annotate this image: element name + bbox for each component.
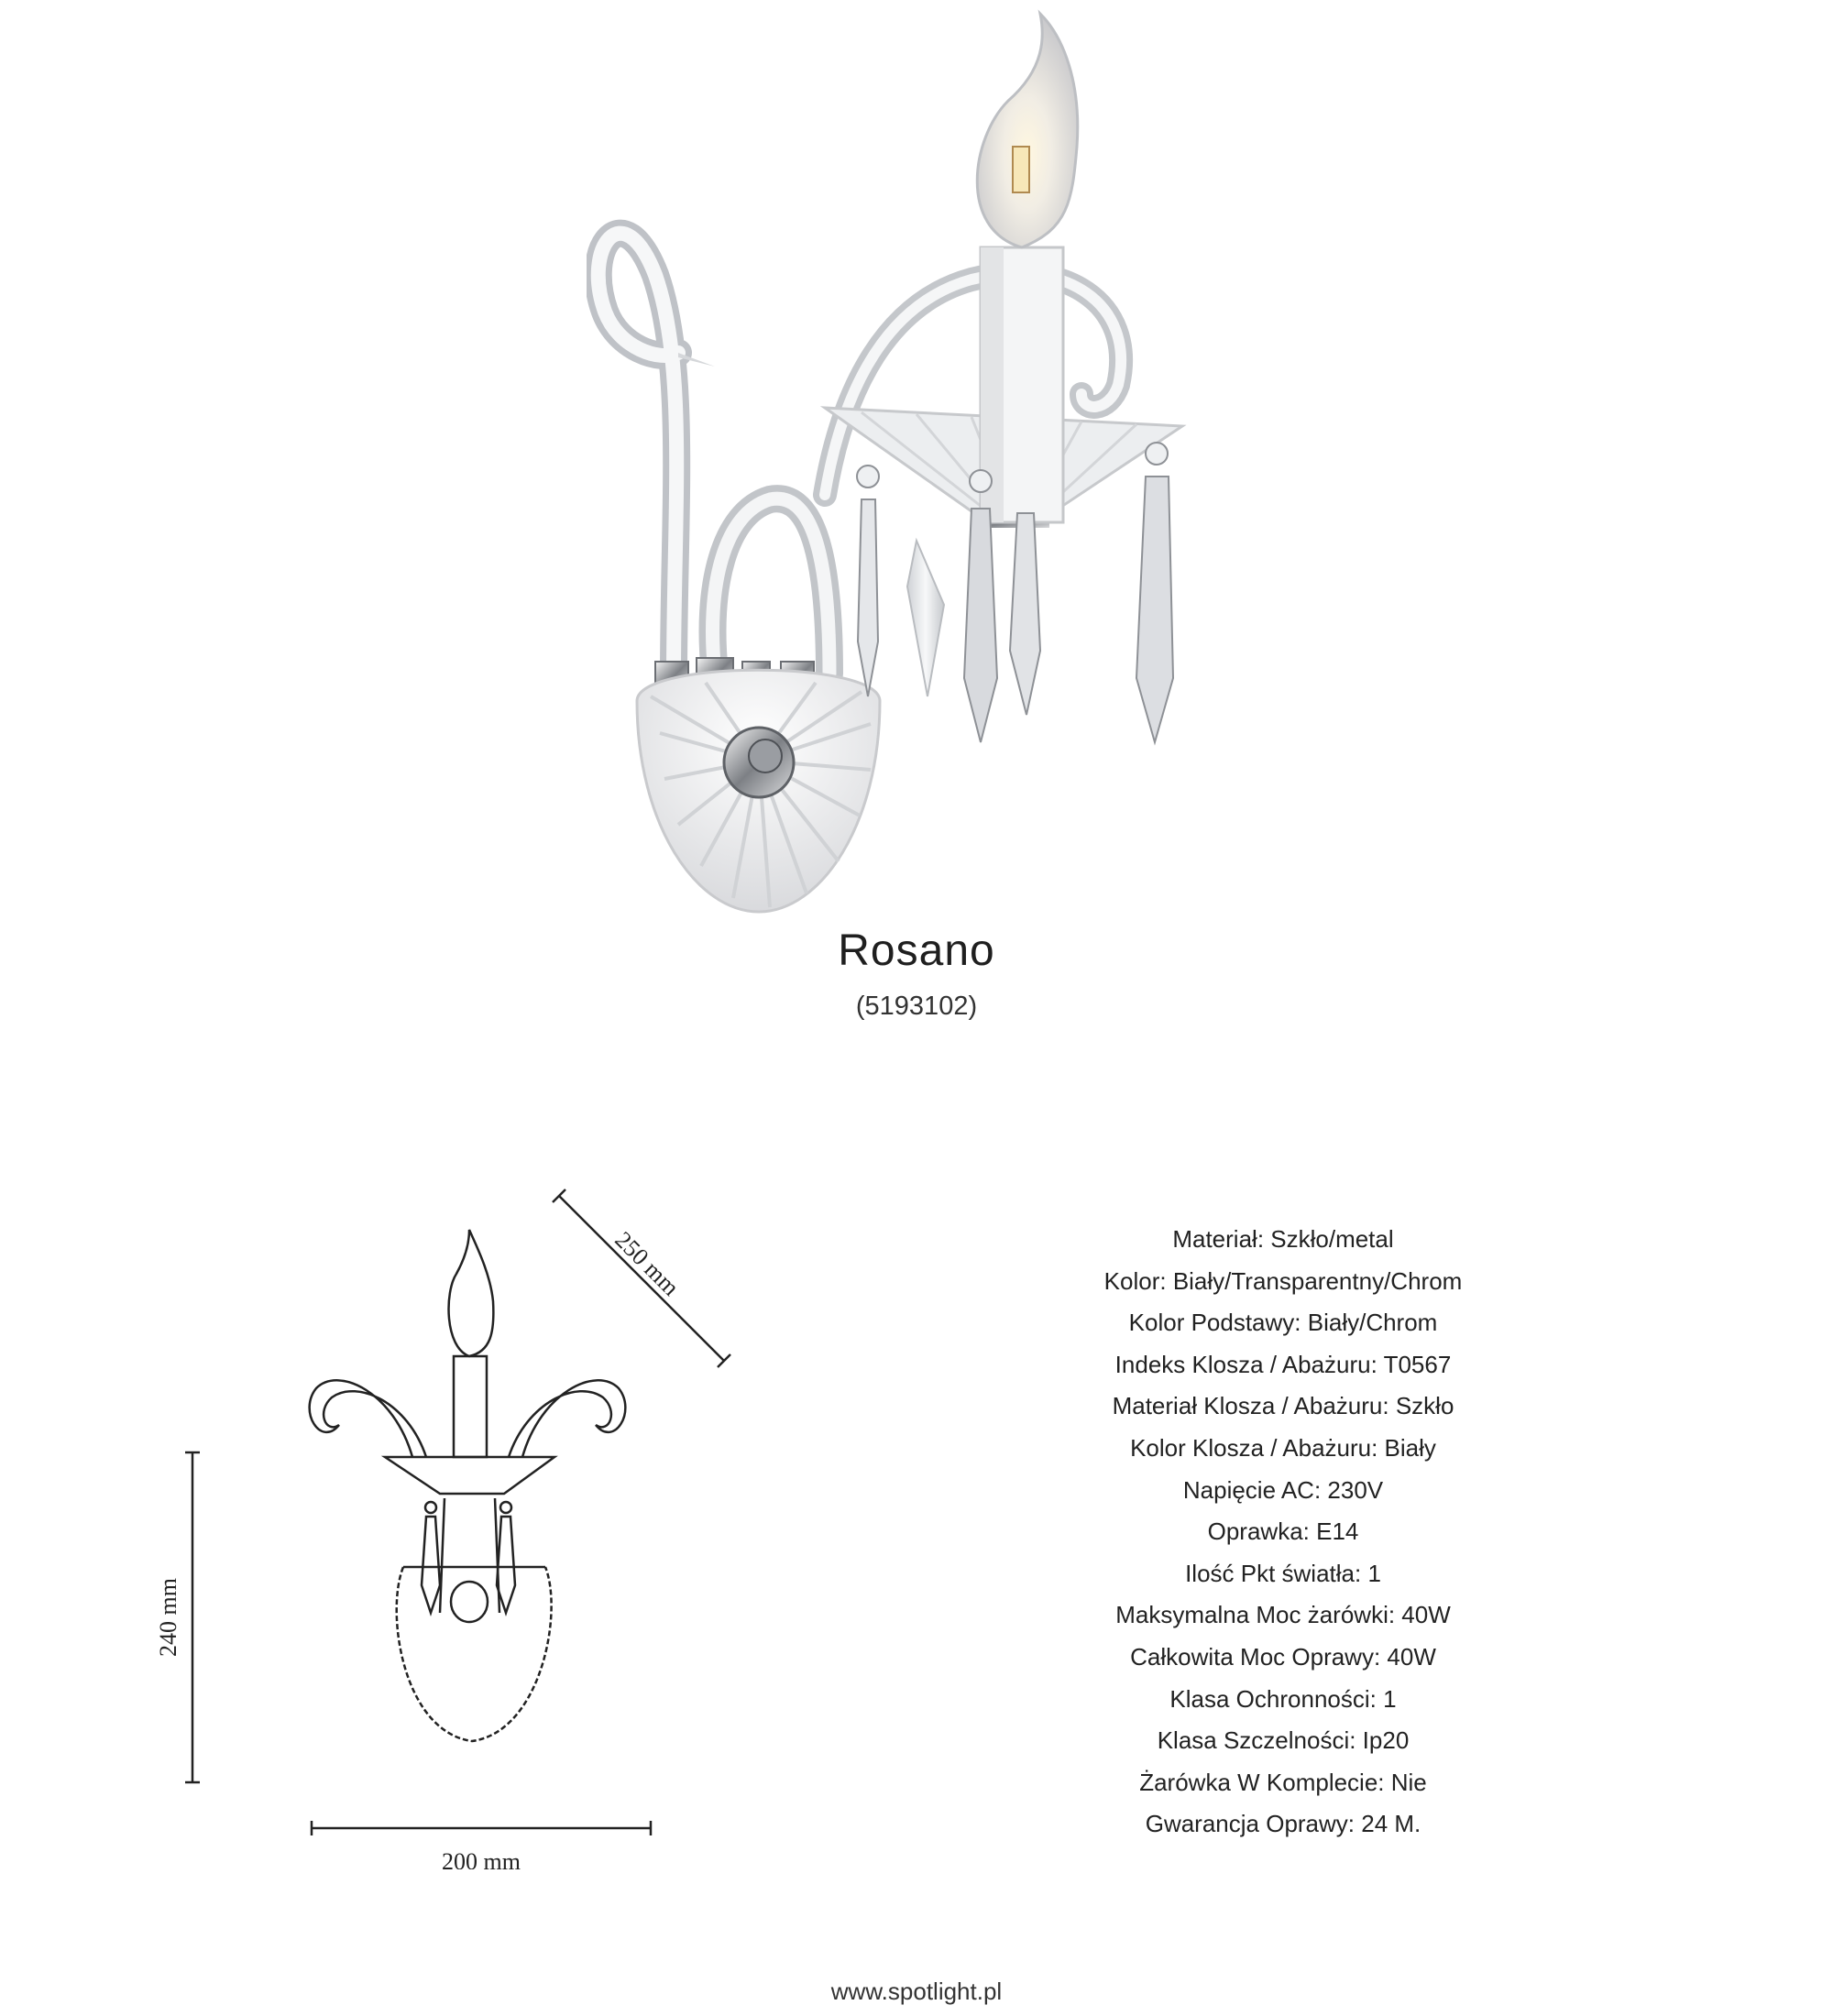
product-name: Rosano [838,926,995,975]
spec-shade-color: Kolor Klosza / Abażuru: Biały [1130,1433,1436,1462]
spec-bulb-included: Żarówka W Komplecie: Nie [1139,1768,1427,1796]
width-dimension-line [312,1821,651,1835]
width-label: 200 mm [442,1848,521,1869]
spec-total-power: Całkowita Moc Oprawy: 40W [1130,1642,1436,1671]
lamp-outline [310,1230,626,1741]
depth-label: 250 mm [609,1226,685,1301]
spec-shade-material: Materiał Klosza / Abażuru: Szkło [1112,1392,1454,1420]
spec-voltage: Napięcie AC: 230V [1182,1475,1384,1504]
spec-base-color: Kolor Podstawy: Biały/Chrom [1128,1309,1438,1337]
spec-material: Materiał: Szkło/metal [1172,1225,1394,1253]
height-label: 240 mm [155,1578,181,1657]
spec-warranty: Gwarancja Oprawy: 24 M. [1145,1810,1421,1838]
spec-socket: Oprawka: E14 [1207,1517,1359,1546]
left-glass-arm [598,234,715,676]
spec-list [1008,1219,1558,1846]
dimension-drawing [128,1173,752,1869]
product-photo [587,0,1246,926]
height-dimension-line [185,1452,200,1782]
spec-color: Kolor: Biały/Transparentny/Chrom [1103,1266,1463,1295]
spec-ip-rating: Klasa Szczelności: Ip20 [1157,1726,1410,1755]
spec-shade-index: Indeks Klosza / Abażuru: T0567 [1114,1350,1452,1378]
depth-dimension-line [553,1189,730,1367]
spec-max-bulb-power: Maksymalna Moc żarówki: 40W [1115,1601,1451,1629]
spec-protection-class: Klasa Ochronności: 1 [1169,1684,1397,1713]
product-code: (5193102) [855,992,978,1021]
footer-url[interactable]: www.spotlight.pl [830,1978,1003,2005]
shell-wall-plate [637,670,880,912]
candle-bulb [977,14,1078,522]
spec-light-points: Ilość Pkt światła: 1 [1185,1559,1381,1587]
middle-glass-arm [713,499,830,674]
